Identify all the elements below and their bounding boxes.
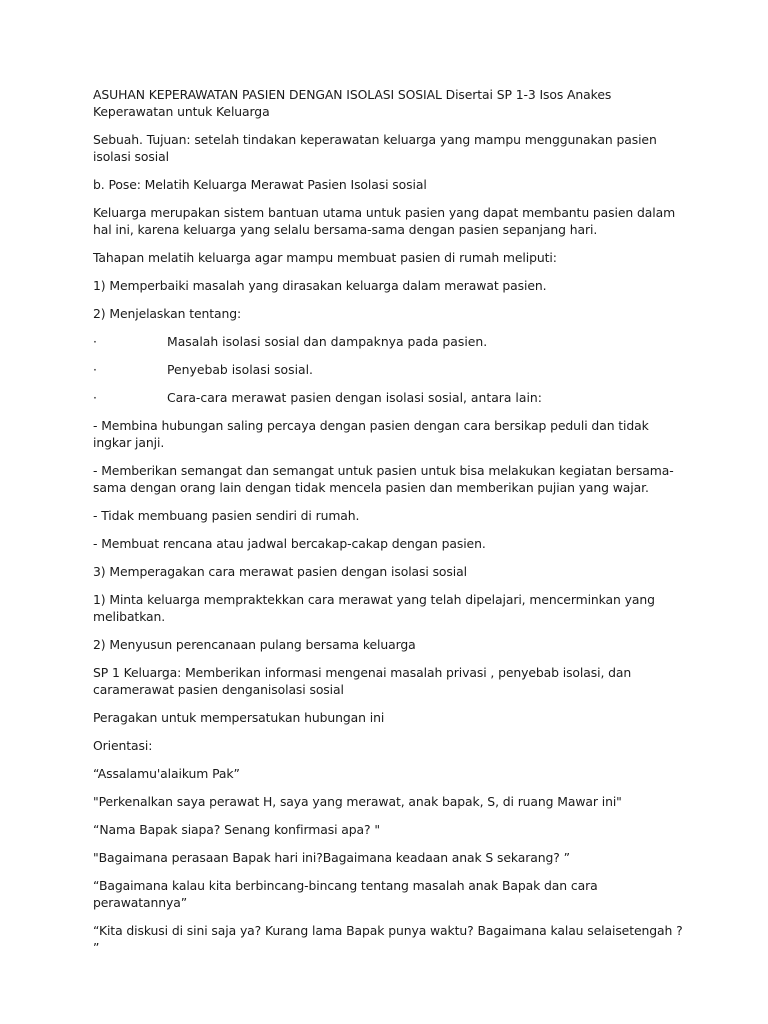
paragraph-schedule: - Membuat rencana atau jadwal bercakap-cakap dengan pasien. xyxy=(93,536,486,551)
bullet-item xyxy=(93,361,683,378)
paragraph-encourage: - Memberikan semangat dan semangat untuk pasien untuk bisa melakukan kegiatan bersama-sama dengan orang lain dengan tidak mencela pasien dan memberikan pujian yang wajar. xyxy=(93,463,674,495)
paragraph-sp1: SP 1 Keluarga: Memberikan informasi mengenai masalah privasi , penyebab isolasi, dan caramerawat pasien denganisolasi sosial xyxy=(93,665,632,697)
paragraph-demonstrate: Peragakan untuk mempersatukan hubungan ini xyxy=(93,710,385,725)
dialogue-discuss: “Bagaimana kalau kita berbincang-bincang tentang masalah anak Bapak dan cara perawatannya” xyxy=(93,878,598,910)
document-body xyxy=(93,86,683,967)
paragraph-discharge-plan: 2) Menyusun perencanaan pulang bersama keluarga xyxy=(93,637,416,652)
bullet-item xyxy=(93,333,683,350)
document-title: ASUHAN KEPERAWATAN PASIEN DENGAN ISOLASI SOSIAL Disertai SP 1-3 Isos Anakes Keperawatan untuk Keluarga xyxy=(93,87,612,119)
dialogue-time: “Kita diskusi di sini saja ya? Kurang lama Bapak punya waktu? Bagaimana kalau selaisetengah ? ” xyxy=(93,923,683,955)
dialogue-introduction: "Perkenalkan saya perawat H, saya yang merawat, anak bapak, S, di ruang Mawar ini" xyxy=(93,794,622,809)
bullet-dot: · xyxy=(93,362,97,377)
paragraph-orientation: Orientasi: xyxy=(93,738,153,753)
bullet-text: Masalah isolasi sosial dan dampaknya pada pasien. xyxy=(167,334,488,349)
paragraph-step-3: 3) Memperagakan cara merawat pasien dengan isolasi sosial xyxy=(93,564,467,579)
paragraph-pose: b. Pose: Melatih Keluarga Merawat Pasien Isolasi sosial xyxy=(93,177,427,192)
dialogue-greeting: “Assalamu'alaikum Pak” xyxy=(93,766,240,781)
paragraph-stages: Tahapan melatih keluarga agar mampu membuat pasien di rumah meliputi: xyxy=(93,250,557,265)
bullet-item xyxy=(93,389,683,406)
paragraph-not-alone: - Tidak membuang pasien sendiri di rumah. xyxy=(93,508,360,523)
paragraph-step-1: 1) Memperbaiki masalah yang dirasakan keluarga dalam merawat pasien. xyxy=(93,278,547,293)
paragraph-family-system: Keluarga merupakan sistem bantuan utama untuk pasien yang dapat membantu pasien dalam hal ini, karena keluarga yang selalu bersama-sama dengan pasien sepanjang hari. xyxy=(93,205,676,237)
bullet-text: Cara-cara merawat pasien dengan isolasi sosial, antara lain: xyxy=(167,390,542,405)
dialogue-feeling: "Bagaimana perasaan Bapak hari ini?Bagaimana keadaan anak S sekarang? ” xyxy=(93,850,570,865)
dialogue-name: “Nama Bapak siapa? Senang konfirmasi apa? " xyxy=(93,822,380,837)
bullet-dot: · xyxy=(93,334,97,349)
paragraph-trust: - Membina hubungan saling percaya dengan pasien dengan cara bersikap peduli dan tidak ingkar janji. xyxy=(93,418,649,450)
bullet-text: Penyebab isolasi sosial. xyxy=(167,362,313,377)
paragraph-goal: Sebuah. Tujuan: setelah tindakan keperawatan keluarga yang mampu menggunakan pasien isolasi sosial xyxy=(93,132,657,164)
bullet-dot: · xyxy=(93,390,97,405)
paragraph-practice: 1) Minta keluarga mempraktekkan cara merawat yang telah dipelajari, mencerminkan yang melibatkan. xyxy=(93,592,655,624)
paragraph-step-2: 2) Menjelaskan tentang: xyxy=(93,306,242,321)
